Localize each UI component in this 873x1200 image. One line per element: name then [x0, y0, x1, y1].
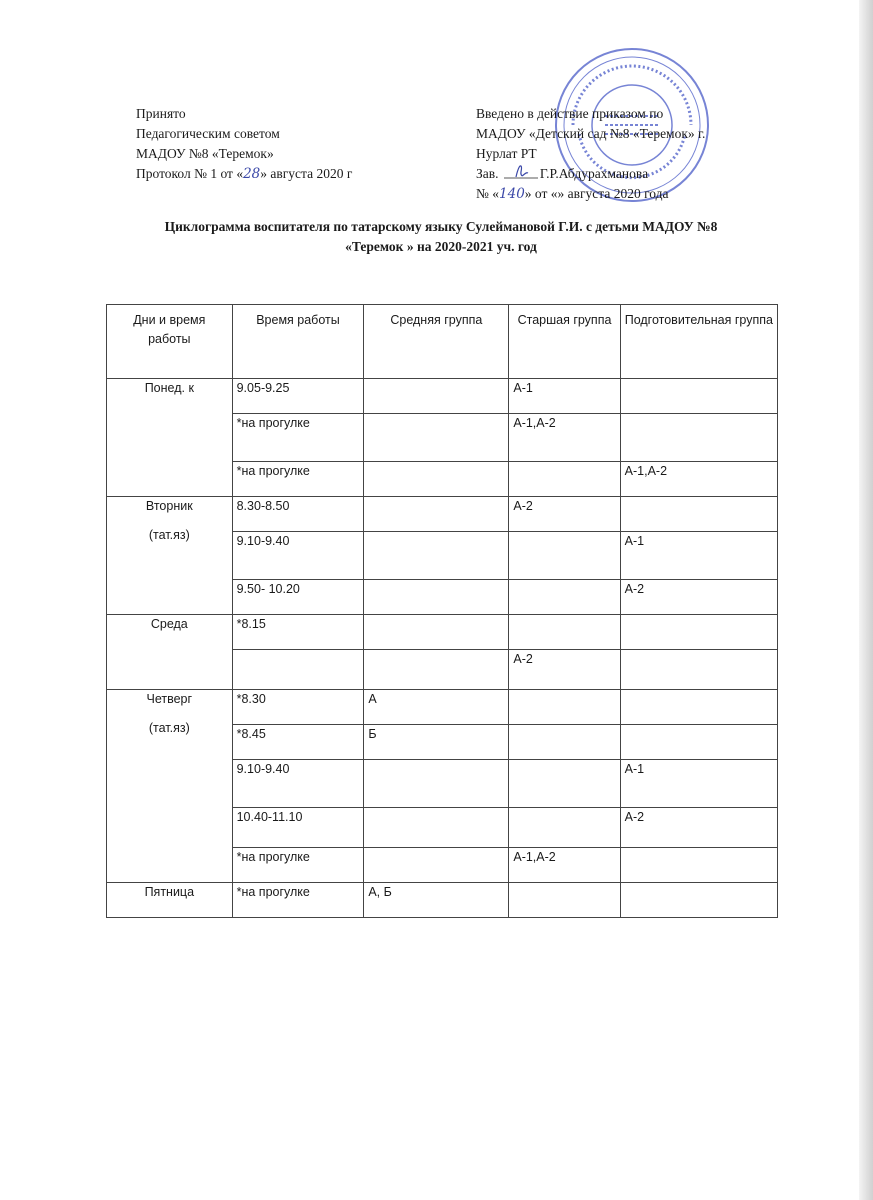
middle-group-cell — [364, 848, 509, 883]
time-cell: *на прогулке — [232, 414, 364, 462]
time-cell — [232, 650, 364, 690]
header-prep-group: Подготовительная группа — [620, 305, 777, 379]
middle-group-cell — [364, 580, 509, 615]
middle-group-cell — [364, 650, 509, 690]
time-cell: 9.10-9.40 — [232, 532, 364, 580]
middle-group-cell — [364, 615, 509, 650]
enactment-line: МАДОУ «Детский сад №8 «Теремок» г. — [476, 126, 706, 141]
time-cell: 10.40-11.10 — [232, 808, 364, 848]
protocol-prefix: Протокол № 1 от « — [136, 166, 244, 181]
day-subtitle: (тат.яз) — [148, 528, 190, 542]
senior-group-cell: А-1,А-2 — [509, 848, 620, 883]
prep-group-cell: А-2 — [620, 808, 777, 848]
middle-group-cell — [364, 497, 509, 532]
approval-line: МАДОУ №8 «Теремок» — [136, 146, 274, 161]
day-name: Четверг — [146, 692, 193, 706]
head-name: Г.Р.Абдурахманова — [539, 166, 649, 181]
order-line — [476, 184, 705, 204]
time-cell: *8.15 — [232, 615, 364, 650]
header-middle-group: Средняя группа — [364, 305, 509, 379]
time-cell: *на прогулке — [232, 848, 364, 883]
approval-block — [136, 104, 352, 184]
senior-group-cell — [509, 532, 620, 580]
day-subtitle: (тат.яз) — [148, 721, 190, 735]
prep-group-cell — [620, 379, 777, 414]
middle-group-cell — [364, 414, 509, 462]
middle-group-cell: А — [364, 690, 509, 725]
day-cell — [107, 615, 233, 690]
prep-group-cell — [620, 725, 777, 760]
enactment-line: Введено в действие приказом по — [476, 106, 664, 121]
table-row — [107, 379, 778, 414]
time-cell: *на прогулке — [232, 883, 364, 918]
head-signature-line — [476, 164, 705, 184]
senior-group-cell — [509, 462, 620, 497]
schedule-table — [106, 304, 778, 918]
signature-icon — [502, 164, 540, 180]
prep-group-cell: А-1 — [620, 532, 777, 580]
prep-group-cell — [620, 848, 777, 883]
day-cell — [107, 690, 233, 883]
title-line: Циклограмма воспитателя по татарскому языку Сулеймановой Г.И. с детьми МАДОУ №8 — [164, 219, 718, 234]
table-header-row — [107, 305, 778, 379]
prep-group-cell — [620, 615, 777, 650]
head-prefix: Зав. — [476, 166, 502, 181]
middle-group-cell: А, Б — [364, 883, 509, 918]
table-row — [107, 883, 778, 918]
schedule-body — [107, 379, 778, 918]
senior-group-cell — [509, 580, 620, 615]
table-row — [107, 497, 778, 532]
day-name: Среда — [150, 617, 188, 631]
title-line: «Теремок » на 2020-2021 уч. год — [345, 239, 537, 254]
time-cell: 9.50- 10.20 — [232, 580, 364, 615]
time-cell: 8.30-8.50 — [232, 497, 364, 532]
time-cell: *8.30 — [232, 690, 364, 725]
middle-group-cell — [364, 760, 509, 808]
senior-group-cell — [509, 883, 620, 918]
middle-group-cell: Б — [364, 725, 509, 760]
prep-group-cell — [620, 650, 777, 690]
day-name: Пятница — [144, 885, 195, 899]
header-senior-group: Старшая группа — [509, 305, 620, 379]
middle-group-cell — [364, 808, 509, 848]
senior-group-cell — [509, 690, 620, 725]
prep-group-cell: А-1,А-2 — [620, 462, 777, 497]
prep-group-cell — [620, 497, 777, 532]
middle-group-cell — [364, 379, 509, 414]
prep-group-cell — [620, 690, 777, 725]
prep-group-cell — [620, 883, 777, 918]
order-number-handwritten: 140 — [499, 186, 525, 202]
time-cell: *на прогулке — [232, 462, 364, 497]
middle-group-cell — [364, 462, 509, 497]
protocol-day-handwritten: 28 — [243, 166, 261, 182]
page-edge-shadow — [859, 0, 873, 1200]
approval-line: Педагогическим советом — [136, 126, 280, 141]
prep-group-cell — [620, 414, 777, 462]
senior-group-cell: А-2 — [509, 497, 620, 532]
order-suffix: » августа 2020 года — [557, 186, 669, 201]
header-work-time: Время работы — [232, 305, 364, 379]
day-name: Вторник — [145, 499, 193, 513]
protocol-suffix: » августа 2020 г — [260, 166, 353, 181]
prep-group-cell: А-1 — [620, 760, 777, 808]
senior-group-cell: А-1,А-2 — [509, 414, 620, 462]
senior-group-cell — [509, 808, 620, 848]
senior-group-cell — [509, 725, 620, 760]
header-days: Дни и время работы — [107, 305, 233, 379]
enactment-line: Нурлат РТ — [476, 146, 537, 161]
day-cell — [107, 883, 233, 918]
approval-line: Принято — [136, 106, 186, 121]
prep-group-cell: А-2 — [620, 580, 777, 615]
senior-group-cell — [509, 615, 620, 650]
senior-group-cell: А-2 — [509, 650, 620, 690]
time-cell: 9.05-9.25 — [232, 379, 364, 414]
table-row — [107, 690, 778, 725]
order-middle: » от « — [524, 186, 558, 201]
day-cell — [107, 379, 233, 497]
day-cell — [107, 497, 233, 615]
time-cell: *8.45 — [232, 725, 364, 760]
senior-group-cell: А-1 — [509, 379, 620, 414]
protocol-line — [136, 164, 352, 184]
enactment-block — [476, 104, 705, 204]
senior-group-cell — [509, 760, 620, 808]
table-row — [107, 615, 778, 650]
middle-group-cell — [364, 532, 509, 580]
day-name: Понед. к — [144, 381, 194, 395]
document-title — [100, 217, 782, 257]
order-prefix: № « — [476, 186, 500, 201]
time-cell: 9.10-9.40 — [232, 760, 364, 808]
